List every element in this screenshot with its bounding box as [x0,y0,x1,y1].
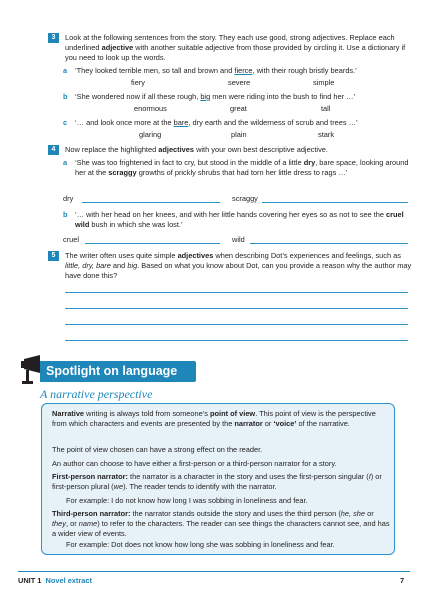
q4-item-a: a ‘She was too frightened in fact to cry, but stood in the middle of a little dry, bare space, looking around her at the scraggy growths of prickly shrubs that had torn her little dress to rags …’ [63,158,409,178]
option-word[interactable]: fiery [131,78,145,87]
info-paragraph: Narrative writing is always told from someone’s point of view. This point of view is the perspective from which characters and events are presented by the narrator or ‘voice’ of the narrative. [52,409,376,429]
option-word[interactable]: enormous [134,104,167,113]
answer-line[interactable] [65,292,408,293]
section-subtitle: A narrative perspective [40,387,153,401]
option-word[interactable]: stark [318,130,335,139]
footer-unit: UNIT 1 Novel extract [18,576,92,585]
question-text: Look at the following sentences from the story. They each use good, strong adjectives. Replace each underlined adjective with another suitable adjective from those provided by circling it. Use a dictionary if you need to look up the words. [65,33,406,63]
question-number: 4 [48,145,59,155]
page-number: 7 [400,576,405,585]
q3-item-a: a ‘They looked terrible men, so tall and brown and fierce, with their rough bristly beards.’ [63,66,357,75]
footer-divider [18,571,410,572]
answer-label: cruel [63,235,80,244]
info-paragraph: Third-person narrator: the narrator stands outside the story and uses the third person (he, she or they, or name) to refer to the characters. The reader can see things the characters cannot see, and has a wider view of events. [52,509,390,539]
answer-label: wild [232,235,245,244]
answer-line[interactable] [250,243,408,244]
answer-line[interactable] [85,243,220,244]
question-number: 5 [48,251,59,261]
example-text: For example: Dot does not know how long she was sobbing in loneliness and fear. [66,540,335,549]
answer-label: scraggy [232,194,258,203]
question-text: Now replace the highlighted adjectives with your own best descriptive adjective. [65,145,328,154]
q3-item-b: b ‘She wondered now if all these rough, big men were riding into the bush to find her …’ [63,92,356,101]
option-word[interactable]: simple [313,78,335,87]
answer-line[interactable] [82,202,220,203]
option-word[interactable]: great [230,104,247,113]
q3-item-c: c ‘… and look once more at the bare, dry earth and the wilderness of scrub and trees …’ [63,118,358,127]
question-text: The writer often uses quite simple adjectives when describing Dot’s experiences and feelings, such as little, dry, bare and big. Based on what you know about Dot, can you provide a reason why the author may have done this? [65,251,412,281]
option-word[interactable]: glaring [139,130,162,139]
info-paragraph: An author can choose to have either a first-person or a third-person narrator for a story. [52,459,337,468]
question-5 [48,251,413,282]
answer-label: dry [63,194,74,203]
answer-line[interactable] [65,340,408,341]
question-3 [48,33,413,64]
answer-line[interactable] [65,324,408,325]
answer-line[interactable] [65,308,408,309]
info-paragraph: First-person narrator: the narrator is a character in the story and uses the first-person singular (I) or first-person plural (we). The reader tends to identify with the narrator. [52,472,382,492]
answer-line[interactable] [262,202,408,203]
example-text: For example: I do not know how long I was sobbing in loneliness and fear. [66,496,308,505]
spotlight-title: Spotlight on language [40,361,196,382]
option-word[interactable]: severe [228,78,251,87]
option-word[interactable]: tall [321,104,331,113]
q4-item-b: b ‘… with her head on her knees, and with her little hands covering her eyes so as not to see the cruel wild bush in which she was lost.’ [63,210,404,230]
question-number: 3 [48,33,59,43]
option-word[interactable]: plain [231,130,247,139]
info-paragraph: The point of view chosen can have a strong effect on the reader. [52,445,263,454]
question-4 [48,145,413,155]
